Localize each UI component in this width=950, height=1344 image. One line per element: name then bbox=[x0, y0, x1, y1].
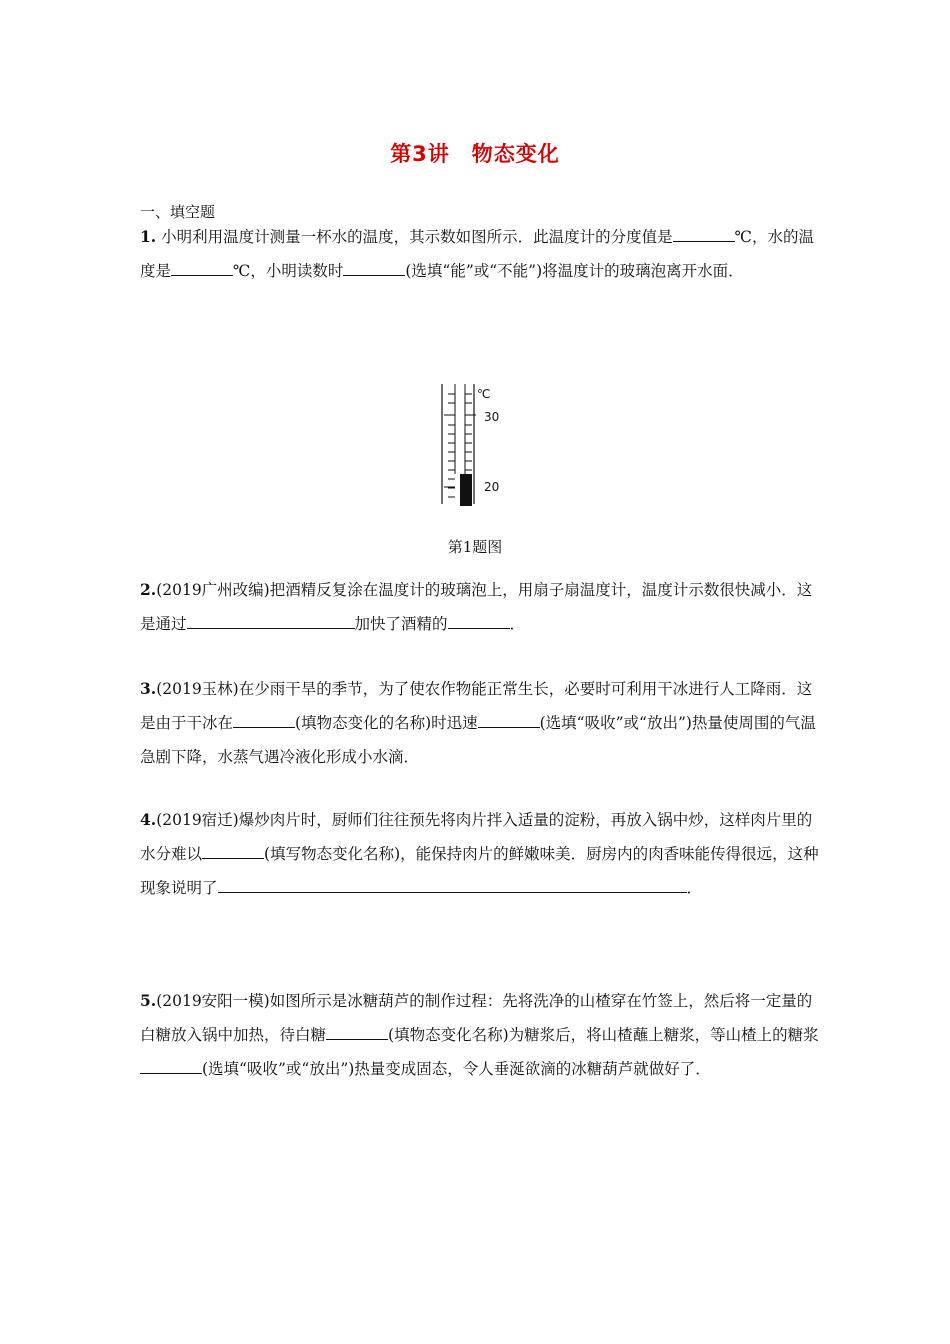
answer-blank[interactable] bbox=[202, 840, 264, 859]
question-text: ℃，小明读数时 bbox=[233, 262, 344, 280]
question-text: ． bbox=[509, 615, 526, 633]
thermometer-figure bbox=[430, 382, 520, 507]
figure-caption: 第1题图 bbox=[447, 538, 503, 556]
section-heading: 一、填空题 bbox=[140, 203, 216, 221]
question-2 bbox=[140, 573, 820, 641]
unit-label: ℃ bbox=[477, 387, 491, 401]
tick-label-20: 20 bbox=[484, 480, 500, 494]
liquid-column bbox=[460, 474, 472, 506]
question-text: 小明利用温度计测量一杯水的温度，其示数如图所示．此温度计的分度值是 bbox=[156, 228, 673, 246]
answer-blank[interactable] bbox=[343, 257, 405, 276]
question-text: ℃，水的温度是 bbox=[140, 228, 814, 280]
question-text: (填物态变化的名称)时迅速 bbox=[295, 714, 478, 732]
question-5 bbox=[140, 984, 820, 1086]
question-text: (填写物态变化名称)，能保持肉片的鲜嫩味美．厨房内的肉香味能传得很远，这种现象说明了 bbox=[140, 845, 819, 897]
question-number: 4. bbox=[140, 810, 157, 829]
answer-blank-continued[interactable] bbox=[673, 874, 687, 893]
answer-blank[interactable] bbox=[140, 1055, 202, 1074]
question-text: (2019广州改编)把酒精反复涂在温度计的玻璃泡上，用扇子扇温度计，温度计示数很快减小．这是通过 bbox=[140, 581, 813, 633]
question-number: 1. bbox=[140, 227, 157, 246]
answer-blank[interactable] bbox=[673, 223, 735, 242]
answer-blank[interactable] bbox=[448, 610, 510, 629]
question-3 bbox=[140, 672, 820, 774]
question-text: ． bbox=[686, 879, 703, 897]
question-number: 2. bbox=[140, 580, 157, 599]
answer-blank[interactable] bbox=[233, 709, 295, 728]
question-4 bbox=[140, 803, 820, 905]
question-1 bbox=[140, 220, 820, 288]
question-text: (选填“吸收”或“放出”)热量变成固态，令人垂涎欲滴的冰糖葫芦就做好了． bbox=[202, 1060, 711, 1078]
answer-blank[interactable] bbox=[171, 257, 233, 276]
question-number: 3. bbox=[140, 679, 157, 698]
question-text: (2019宿迁)爆炒肉片时，厨师们往往预先将肉片拌入适量的淀粉，再放入锅中炒，这样肉片里的水分难以 bbox=[140, 811, 813, 863]
answer-blank[interactable] bbox=[478, 709, 540, 728]
answer-blank[interactable] bbox=[326, 1021, 388, 1040]
question-text: (2019安阳一模)如图所示是冰糖葫芦的制作过程：先将洗净的山楂穿在竹签上，然后将一定量的白糖放入锅中加热，待白糖 bbox=[140, 992, 813, 1044]
answer-blank[interactable] bbox=[218, 874, 673, 893]
question-text: (填物态变化名称)为糖浆后，将山楂蘸上糖浆，等山楂上的糖浆 bbox=[388, 1026, 819, 1044]
question-text: (2019玉林)在少雨干旱的季节，为了使农作物能正常生长，必要时可利用干冰进行人工降雨．这是由于干冰在 bbox=[140, 680, 813, 732]
question-number: 5. bbox=[140, 991, 157, 1010]
tick-label-30: 30 bbox=[484, 410, 500, 424]
question-text: (选填“能”或“不能”)将温度计的玻璃泡离开水面． bbox=[405, 262, 744, 280]
page-title: 第3讲 物态变化 bbox=[390, 142, 560, 166]
question-text: (选填“吸收”或“放出”)热量使周围的气温急剧下降，水蒸气遇冷液化形成小水滴． bbox=[140, 714, 816, 766]
answer-blank[interactable] bbox=[187, 610, 355, 629]
question-text: 加快了酒精的 bbox=[354, 615, 448, 633]
